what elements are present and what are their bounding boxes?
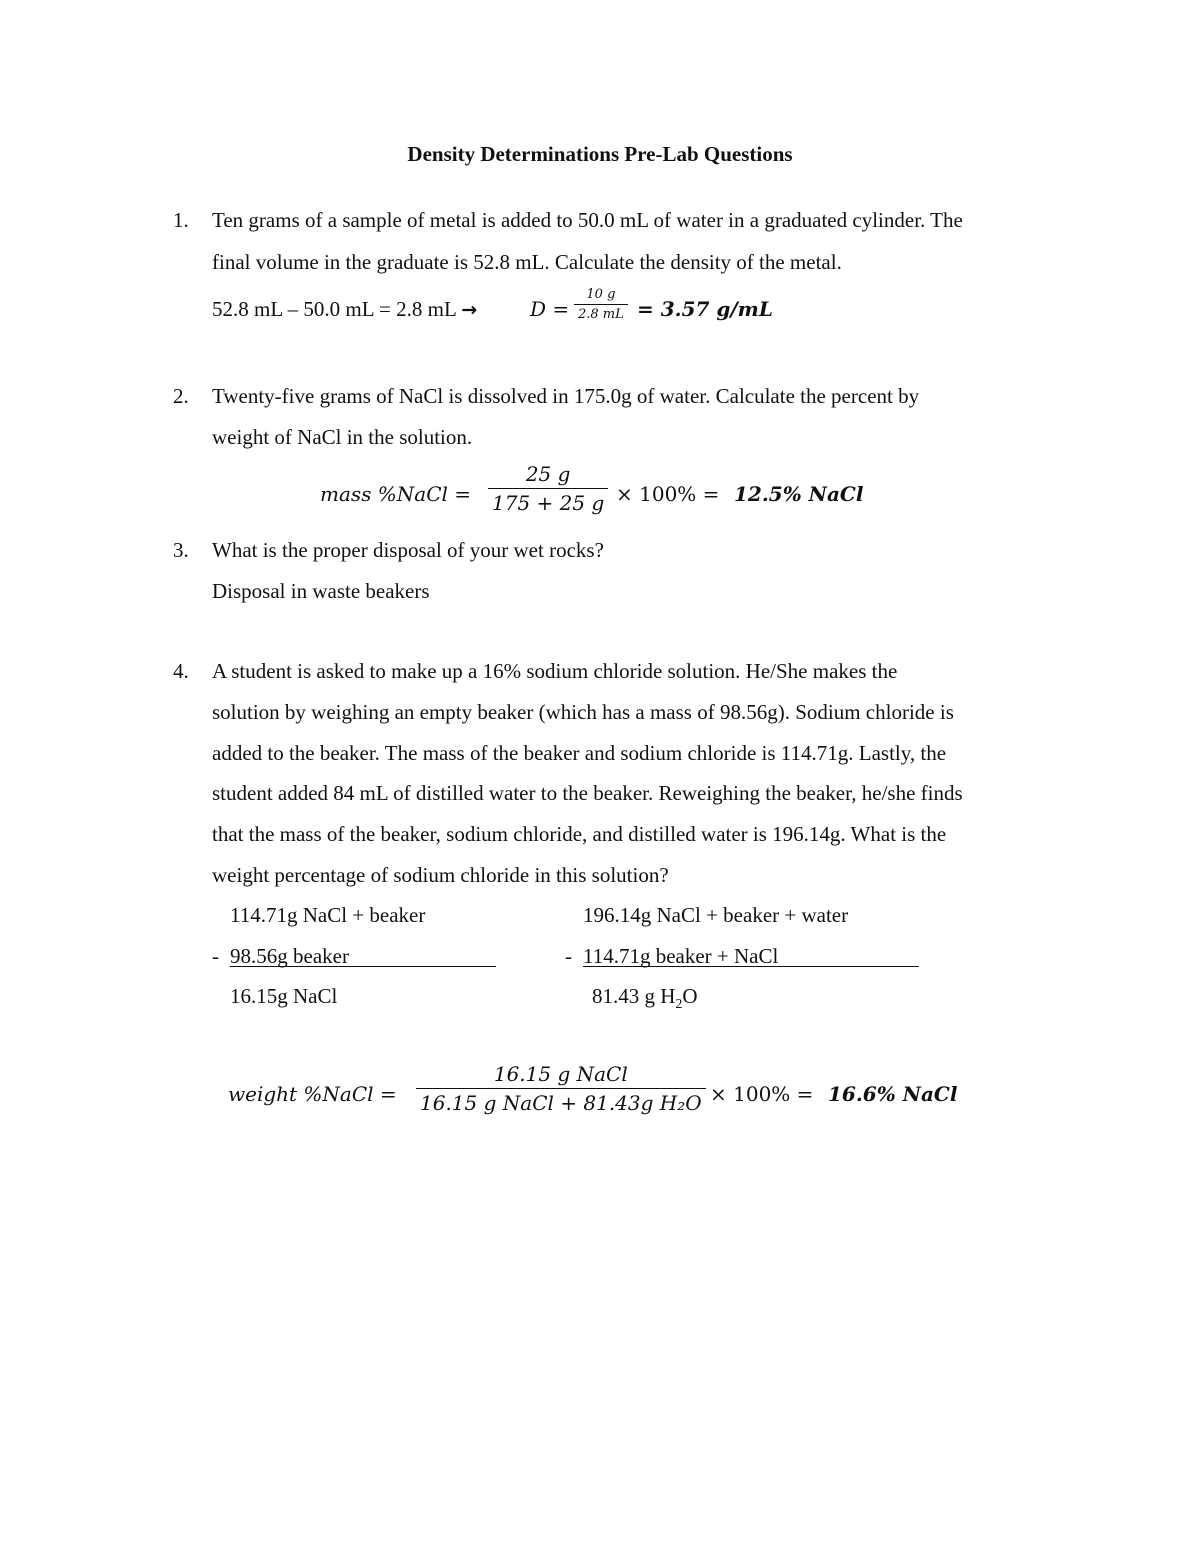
question-2-line-2: weight of NaCl in the solution. bbox=[212, 425, 473, 449]
question-4-line-1: A student is asked to make up a 16% sodium chloride solution. He/She makes the bbox=[212, 659, 898, 683]
question-3-number: 3. bbox=[173, 538, 189, 562]
question-2-times: × 100% = bbox=[616, 482, 720, 506]
question-4-line-5: that the mass of the beaker, sodium chloride, and distilled water is 196.14g. What is the bbox=[212, 822, 947, 846]
question-1-calc-prefix: 52.8 mL – 50.0 mL = 2.8 mL bbox=[212, 297, 456, 321]
question-2-fraction-denominator: 175 + 25 g bbox=[488, 488, 608, 515]
left-calc-minus: - bbox=[212, 944, 219, 968]
question-4-equation-lhs: weight %NaCl = bbox=[228, 1082, 397, 1106]
right-calc-line-3 bbox=[592, 984, 698, 1013]
left-calc-underline bbox=[230, 966, 496, 967]
question-1-line-1: Ten grams of a sample of metal is added to 50.0 mL of water in a graduated cylinder. The bbox=[212, 208, 963, 232]
question-2-fraction bbox=[488, 462, 608, 515]
question-3-line-1: What is the proper disposal of your wet rocks? bbox=[212, 538, 604, 562]
question-4-number: 4. bbox=[173, 659, 189, 683]
question-4-line-3: added to the beaker. The mass of the beaker and sodium chloride is 114.71g. Lastly, the bbox=[212, 741, 947, 765]
right-calc-underline bbox=[583, 966, 919, 967]
left-calc-line-1: 114.71g NaCl + beaker bbox=[230, 903, 426, 927]
question-3-answer: Disposal in waste beakers bbox=[212, 579, 430, 603]
question-1-line-2: final volume in the graduate is 52.8 mL. Calculate the density of the metal. bbox=[212, 250, 842, 274]
right-calc-line-3-end: O bbox=[682, 984, 698, 1008]
right-calc-line-3-main: 81.43 g H bbox=[592, 984, 676, 1008]
question-4-fraction bbox=[416, 1062, 706, 1115]
arrow-right-icon: → bbox=[461, 299, 478, 321]
question-4-fraction-denominator: 16.15 g NaCl + 81.43g H₂O bbox=[416, 1088, 706, 1115]
question-1-fraction-numerator: 10 g bbox=[586, 287, 616, 302]
question-2-result: 12.5% NaCl bbox=[734, 482, 864, 506]
right-calc-line-3-subscript: 2 bbox=[675, 997, 683, 1013]
left-calc-line-2: 98.56g beaker bbox=[230, 944, 349, 968]
question-1-result: = 3.57 g/mL bbox=[637, 297, 773, 321]
question-2-number: 2. bbox=[173, 384, 189, 408]
question-4-line-2: solution by weighing an empty beaker (which has a mass of 98.56g). Sodium chloride is bbox=[212, 700, 954, 724]
right-calc-line-1: 196.14g NaCl + beaker + water bbox=[583, 903, 849, 927]
question-1-calc bbox=[212, 297, 477, 322]
right-calc-line-2: 114.71g beaker + NaCl bbox=[583, 944, 779, 968]
question-2-fraction-numerator: 25 g bbox=[525, 462, 571, 486]
question-4-line-4: student added 84 mL of distilled water to the beaker. Reweighing the beaker, he/she finds bbox=[212, 781, 963, 805]
question-1-fraction bbox=[574, 287, 628, 322]
left-calc-line-3: 16.15g NaCl bbox=[230, 984, 338, 1008]
question-4-fraction-numerator: 16.15 g NaCl bbox=[493, 1062, 628, 1086]
question-1-density-label: D = bbox=[530, 297, 570, 321]
question-4-times: × 100% = bbox=[710, 1082, 814, 1106]
question-1-number: 1. bbox=[173, 208, 189, 232]
question-1-fraction-denominator: 2.8 mL bbox=[574, 304, 628, 322]
right-calc-minus: - bbox=[565, 944, 572, 968]
question-2-line-1: Twenty-five grams of NaCl is dissolved in 175.0g of water. Calculate the percent by bbox=[212, 384, 920, 408]
page-title: Density Determinations Pre-Lab Questions bbox=[407, 142, 793, 166]
question-2-equation-lhs: mass %NaCl = bbox=[320, 482, 472, 506]
question-4-result: 16.6% NaCl bbox=[828, 1082, 958, 1106]
question-4-line-6: weight percentage of sodium chloride in this solution? bbox=[212, 863, 669, 887]
